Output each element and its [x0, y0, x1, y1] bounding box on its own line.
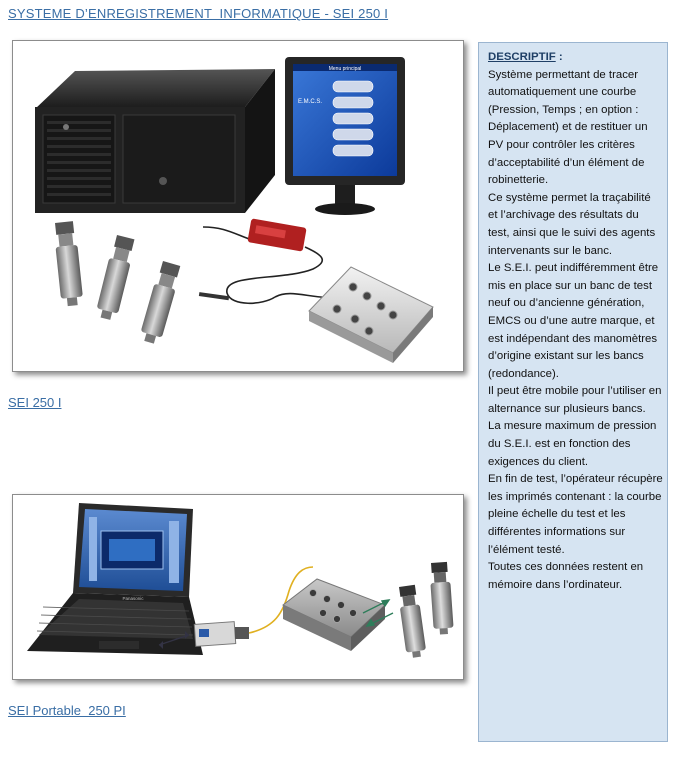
sei-portable-caption: SEI Portable 250 PI: [8, 703, 126, 718]
description-paragraph: Toutes ces données restent en mémoire dans l’ordinateur.: [488, 561, 644, 591]
sei-250i-photo: [12, 40, 464, 372]
description-heading: DESCRIPTIF :: [488, 51, 563, 63]
junction-box: [309, 267, 433, 363]
description-paragraph: Ce système permet la traçabilité et l’archivage des résultats du test, ainsi que le suivi des agents intervenants sur le banc.: [488, 191, 656, 257]
sei-portable-illustration: [13, 495, 463, 679]
page-title: SYSTEME D’ENREGISTREMENT INFORMATIQUE - SEI 250 I: [8, 6, 389, 21]
sei-portable-photo: [12, 494, 464, 680]
pressure-sensors: [53, 221, 182, 345]
pressure-sensors-portable: [397, 562, 454, 659]
sei-250i-illustration: [13, 41, 463, 371]
description-paragraph: En fin de test, l’opérateur récupère les imprimés contenant : la courbe pleine échelle du test et les différentes informations sur l’élément testé.: [488, 473, 663, 556]
screen-title: Menu principal: [328, 66, 362, 72]
monitor: [285, 57, 405, 215]
description-panel: [478, 42, 668, 742]
laptop: [27, 503, 203, 655]
sei-250i-caption: SEI 250 I: [8, 395, 62, 410]
description-paragraph: Système permettant de tracer automatiquement une courbe (Pression, Temps ; en option : Déplacement) et de restituer un PV pour contrôler les critères d’acceptabilité d’un élément de robinetterie.: [488, 68, 648, 187]
usb-acquisition-module: [199, 218, 343, 303]
computer-case: [35, 69, 275, 213]
description-paragraph: La mesure maximum de pression du S.E.I. est en fonction des exigences du client.: [488, 420, 657, 468]
laptop-brand: Panasonic: [122, 596, 144, 601]
junction-box-portable: [283, 579, 385, 651]
screen-logo: E.M.C.S.: [297, 99, 323, 105]
description-paragraph: Il peut être mobile pour l’utiliser en alternance sur plusieurs bancs.: [488, 385, 662, 415]
description-paragraph: Le S.E.I. peut indifféremment être mis en place sur un banc de test neuf ou d’ancienne génération, EMCS ou d’une autre marque, et est indépendant des manomètres d’origine existant sur les bancs (redondance).: [488, 262, 659, 380]
